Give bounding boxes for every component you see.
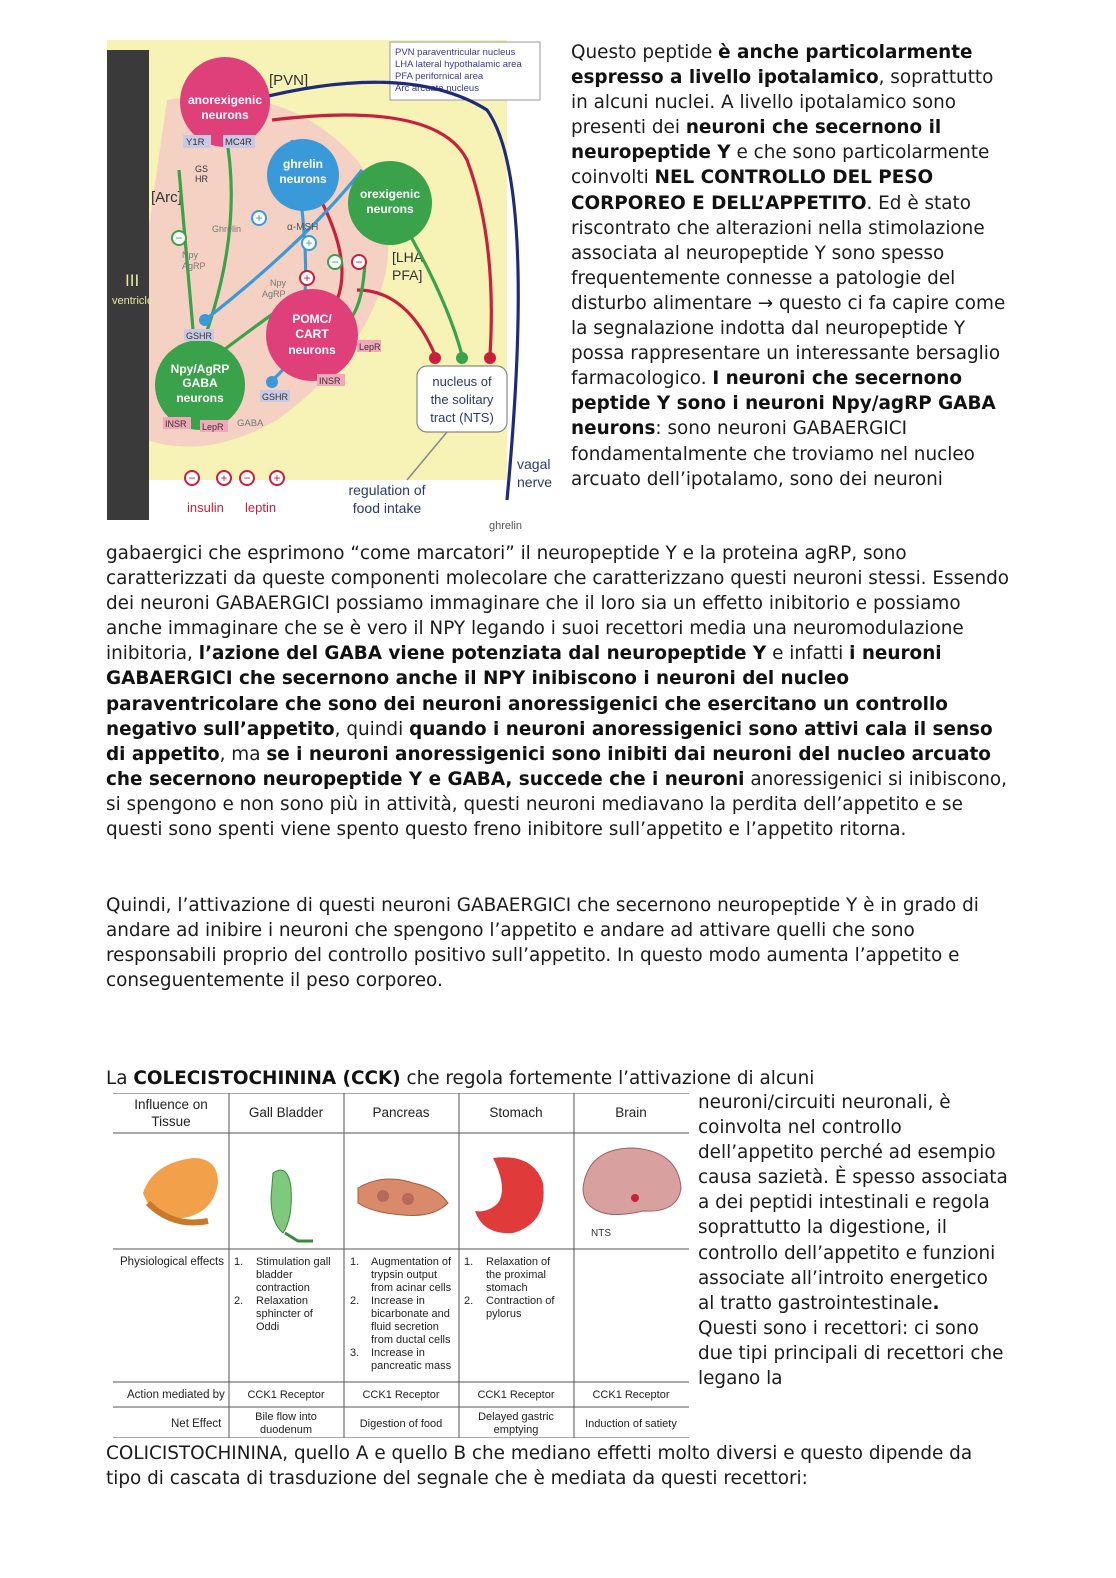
svg-text:leptin: leptin [245,500,277,515]
svg-text:Bile flow into: Bile flow into [255,1411,317,1423]
paragraph-cck-intro [106,1066,1011,1091]
nts-box [417,366,507,432]
svg-text:LHA lateral hypothalamic area: LHA lateral hypothalamic area [395,59,522,70]
svg-text:tract (NTS): tract (NTS) [430,410,494,425]
figure-legend [390,42,540,100]
svg-text:Delayed gastric: Delayed gastric [478,1411,554,1423]
svg-text:Increase in: Increase in [371,1295,425,1307]
svg-text:1.: 1. [464,1256,474,1268]
svg-text:+: + [273,471,281,485]
svg-text:POMC/: POMC/ [292,312,332,326]
text-span: che regola fortemente l’attivazione di alcuni [400,1068,815,1089]
svg-text:1.: 1. [350,1256,360,1268]
svg-text:ghrelin: ghrelin [489,520,523,532]
svg-text:nerve: nerve [517,474,553,490]
svg-text:PVN paraventricular nucleus: PVN paraventricular nucleus [395,47,516,58]
svg-text:III: III [125,271,140,290]
svg-text:INSR: INSR [319,376,341,386]
cck-effects-table [113,1093,689,1438]
svg-text:vagal: vagal [517,456,551,472]
svg-text:contraction: contraction [256,1282,310,1294]
svg-text:Oddi: Oddi [256,1321,280,1333]
text-span: neuroni/circuiti neuronali, è coinvolta nel controllo dell’appetito perché ad esempio causa sazietà. È spesso associata a dei peptidi intestinali e regola soprattutto la digestione, il controllo dell’appetito e funzioni associate all’introito energetico al tratto gastrointestinale [698,1092,1008,1314]
svg-text:HR: HR [195,174,208,184]
text-span: e infatti [766,643,850,665]
paragraph-cck-side [698,1090,1010,1391]
text-span: anoressigenici si inibiscono, si spengono e non sono più in attività, questi neuroni mediavano la perdita dell’appetito e se questi sono spenti viene spento questo freno inibitore sull’appetito e l’appetito ritorna. [106,768,1007,841]
svg-text:pancreatic mass: pancreatic mass [371,1360,452,1372]
text-span: e che sono particolarmente coinvolti [571,142,990,189]
svg-text:PFA perifornical area: PFA perifornical area [395,71,484,82]
svg-text:AgRP: AgRP [262,289,286,299]
svg-text:GABA: GABA [237,418,264,429]
svg-text:−: − [331,255,339,269]
svg-text:neurons: neurons [366,202,414,216]
bold-span: i neuroni GABAERGICI che secernono anche il NPY inibiscono i neuroni del nucleo paraventricolare che sono dei neuroni anoressigenici che esercitano un controllo negativo sull’appetito [106,643,948,740]
svg-text:bicarbonate and: bicarbonate and [371,1308,450,1320]
svg-text:fluid secretion: fluid secretion [371,1321,439,1333]
svg-text:nucleus of: nucleus of [432,374,492,389]
svg-text:CCK1 Receptor: CCK1 Receptor [592,1389,670,1401]
svg-text:food intake: food intake [352,500,422,516]
svg-text:Augmentation of: Augmentation of [371,1256,452,1268]
svg-text:2.: 2. [234,1295,244,1307]
svg-text:CCK1 Receptor: CCK1 Receptor [362,1389,440,1401]
svg-text:+: + [220,471,228,485]
svg-text:MC4R: MC4R [225,137,252,148]
svg-text:neurons: neurons [201,108,249,122]
svg-text:insulin: insulin [187,500,224,515]
bold-span: se i neuroni anoressigenici sono inibiti dai neuroni del nucleo arcuato che secernono neuropeptide Y e GABA, succede che i neuroni [106,743,991,790]
svg-text:the solitary: the solitary [430,392,494,407]
svg-text:stomach: stomach [486,1282,528,1294]
svg-text:−: − [355,255,363,269]
svg-text:Stimulation gall: Stimulation gall [256,1256,331,1268]
svg-text:+: + [303,271,311,285]
svg-text:Npy: Npy [182,250,199,260]
svg-text:1.: 1. [234,1256,244,1268]
text-span: , quindi [334,718,410,740]
paragraph-gabaergic [106,541,1011,842]
svg-text:PFA]: PFA] [392,267,423,283]
svg-text:regulation of: regulation of [348,482,426,498]
svg-text:−: − [175,231,183,245]
svg-text:−: − [243,471,251,485]
svg-text:Digestion of food: Digestion of food [359,1418,443,1430]
svg-text:2.: 2. [350,1295,360,1307]
bold-span: neuroni che secernono il neuropeptide Y [571,117,942,164]
svg-text:ghrelin: ghrelin [282,157,324,171]
pomc-cart-neurons [266,289,358,381]
ghrelin-neurons [267,139,339,211]
svg-text:Physiological effects: Physiological effects [120,1256,224,1268]
svg-text:Increase in: Increase in [371,1347,425,1359]
svg-text:neurons: neurons [288,343,336,357]
text-span: : sono neuroni GABAERGICI fondamentalmente che troviamo nel nucleo arcuato dell’ipotalamo, sono dei neuroni [571,418,975,490]
npy-agrp-gaba-neurons [155,340,245,430]
svg-text:Induction of satiety: Induction of satiety [585,1418,677,1430]
svg-text:[PVN]: [PVN] [269,72,309,89]
svg-text:GS: GS [195,164,209,174]
svg-text:Pancreas: Pancreas [372,1105,430,1120]
svg-text:Arc arcuate nucleus: Arc arcuate nucleus [395,83,479,94]
bold-span: è anche particolarmente espresso a livello ipotalamico [571,42,973,89]
svg-text:Gall Bladder: Gall Bladder [248,1105,324,1120]
svg-text:from ductal cells: from ductal cells [371,1334,451,1346]
svg-text:INSR: INSR [165,419,187,429]
svg-text:Tissue: Tissue [151,1114,191,1129]
svg-text:[LHA: [LHA [392,249,424,265]
svg-text:neurons: neurons [176,391,224,405]
text-span: , ma [219,743,267,765]
svg-text:GABA: GABA [182,376,218,390]
svg-text:NTS: NTS [591,1228,611,1239]
text-span: gabaergici che esprimono “come marcatori” il neuropeptide Y e la proteina agRP, sono caratterizzati da queste componenti molecolare che caratterizzano questi neuroni stessi. Essendo dei neuroni GABAERGICI possiamo immaginare che il loro sia un effetto inibitorio e possiamo anche immaginare che se è vero il NPY legando i suoi recettori media una neuromodulazione inibitoria, [106,543,1010,665]
bold-span: quando i neuroni anoressigenici sono attivi cala il senso di appetito [106,718,993,765]
svg-text:ventricle: ventricle [112,295,153,307]
svg-text:Net Effect: Net Effect [171,1418,222,1430]
svg-text:α-MSH: α-MSH [287,222,319,233]
svg-text:Y1R: Y1R [186,137,205,148]
svg-text:duodenum: duodenum [260,1424,312,1436]
svg-text:GSHR: GSHR [186,331,213,341]
svg-text:bladder: bladder [256,1269,293,1281]
paragraph-conclusion: Quindi, l’attivazione di questi neuroni GABAERGICI che secernono neuropeptide Y è in grado di andare ad inibire i neuroni che spengono l’appetito e andare ad attivare quelli che sono responsabili proprio del controllo positivo sull’appetito. In questo modo aumenta l’appetito e conseguentemente il peso corporeo. [106,895,979,992]
svg-text:Action mediated by: Action mediated by [127,1389,225,1401]
svg-text:Relaxation: Relaxation [256,1295,308,1307]
svg-text:Npy/AgRP: Npy/AgRP [170,362,230,376]
bold-span: I neuroni che secernono peptide Y sono i neuroni Npy/agRP GABA neurons [571,368,996,440]
svg-text:trypsin output: trypsin output [371,1269,438,1281]
svg-text:from acinar cells: from acinar cells [371,1282,452,1294]
bold-span: . [932,1292,940,1314]
svg-text:orexigenic: orexigenic [359,187,421,201]
svg-text:Relaxation of: Relaxation of [486,1256,551,1268]
svg-text:Stomach: Stomach [489,1105,543,1120]
svg-text:Npy: Npy [270,278,287,288]
svg-text:the proximal: the proximal [486,1269,546,1281]
svg-text:pylorus: pylorus [486,1308,522,1320]
svg-text:AgRP: AgRP [182,261,206,271]
svg-text:Influence on: Influence on [134,1097,208,1112]
svg-text:3.: 3. [350,1347,360,1359]
text-span: . Ed è stato riscontrato che alterazioni nella stimolazione associata al neuropeptide Y sono spesso frequentemente connesse a patologie del disturbo alimentare → questo ci fa capire come la segnalazione indotta dal neuropeptide Y possa rappresentare un interessante bersaglio farmacologico. [571,192,1006,390]
svg-text:CCK1 Receptor: CCK1 Receptor [247,1389,325,1401]
svg-text:Contraction of: Contraction of [486,1295,555,1307]
svg-text:LepR: LepR [359,342,381,352]
hypothalamus-circuit-figure [107,40,559,533]
bold-span: COLECISTOCHININA (CCK) [133,1068,401,1089]
svg-text:[Arc]: [Arc] [151,189,182,206]
svg-text:sphincter of: sphincter of [256,1308,313,1320]
paragraph-npy-intro [571,40,1011,492]
svg-text:CART: CART [295,327,329,341]
svg-text:−: − [188,471,196,485]
text-span: Questo peptide [571,42,719,63]
text-span: Questi sono i recettori: ci sono due tipi principali di recettori che legano la [698,1317,1004,1390]
svg-text:Ghrelin: Ghrelin [212,224,242,234]
svg-text:LepR: LepR [202,422,224,432]
svg-text:emptying: emptying [493,1424,539,1436]
svg-text:neurons: neurons [279,172,327,186]
svg-text:anorexigenic: anorexigenic [187,93,263,107]
svg-text:2.: 2. [464,1295,474,1307]
text-span: , soprattutto in alcuni nuclei. A livello ipotalamico sono presenti dei [571,67,994,139]
text-span: La [106,1068,134,1089]
svg-text:CCK1 Receptor: CCK1 Receptor [477,1389,555,1401]
anorexigenic-neurons [180,57,270,147]
svg-text:Brain: Brain [615,1105,647,1120]
svg-text:GSHR: GSHR [262,392,289,402]
svg-text:+: + [255,211,263,225]
bold-span: NEL CONTROLLO DEL PESO CORPOREO E DELL’APPETITO [571,167,934,214]
bold-span: l’azione del GABA viene potenziata dal neuropeptide Y [198,643,767,665]
svg-text:+: + [305,236,313,250]
paragraph-cck-receptors: COLICISTOCHININA, quello A e quello B che mediano effetti molto diversi e questo dipende da tipo di cascata di trasduzione del segnale che è mediata da questi recettori: [106,1443,973,1490]
orexigenic-neurons [348,161,432,245]
